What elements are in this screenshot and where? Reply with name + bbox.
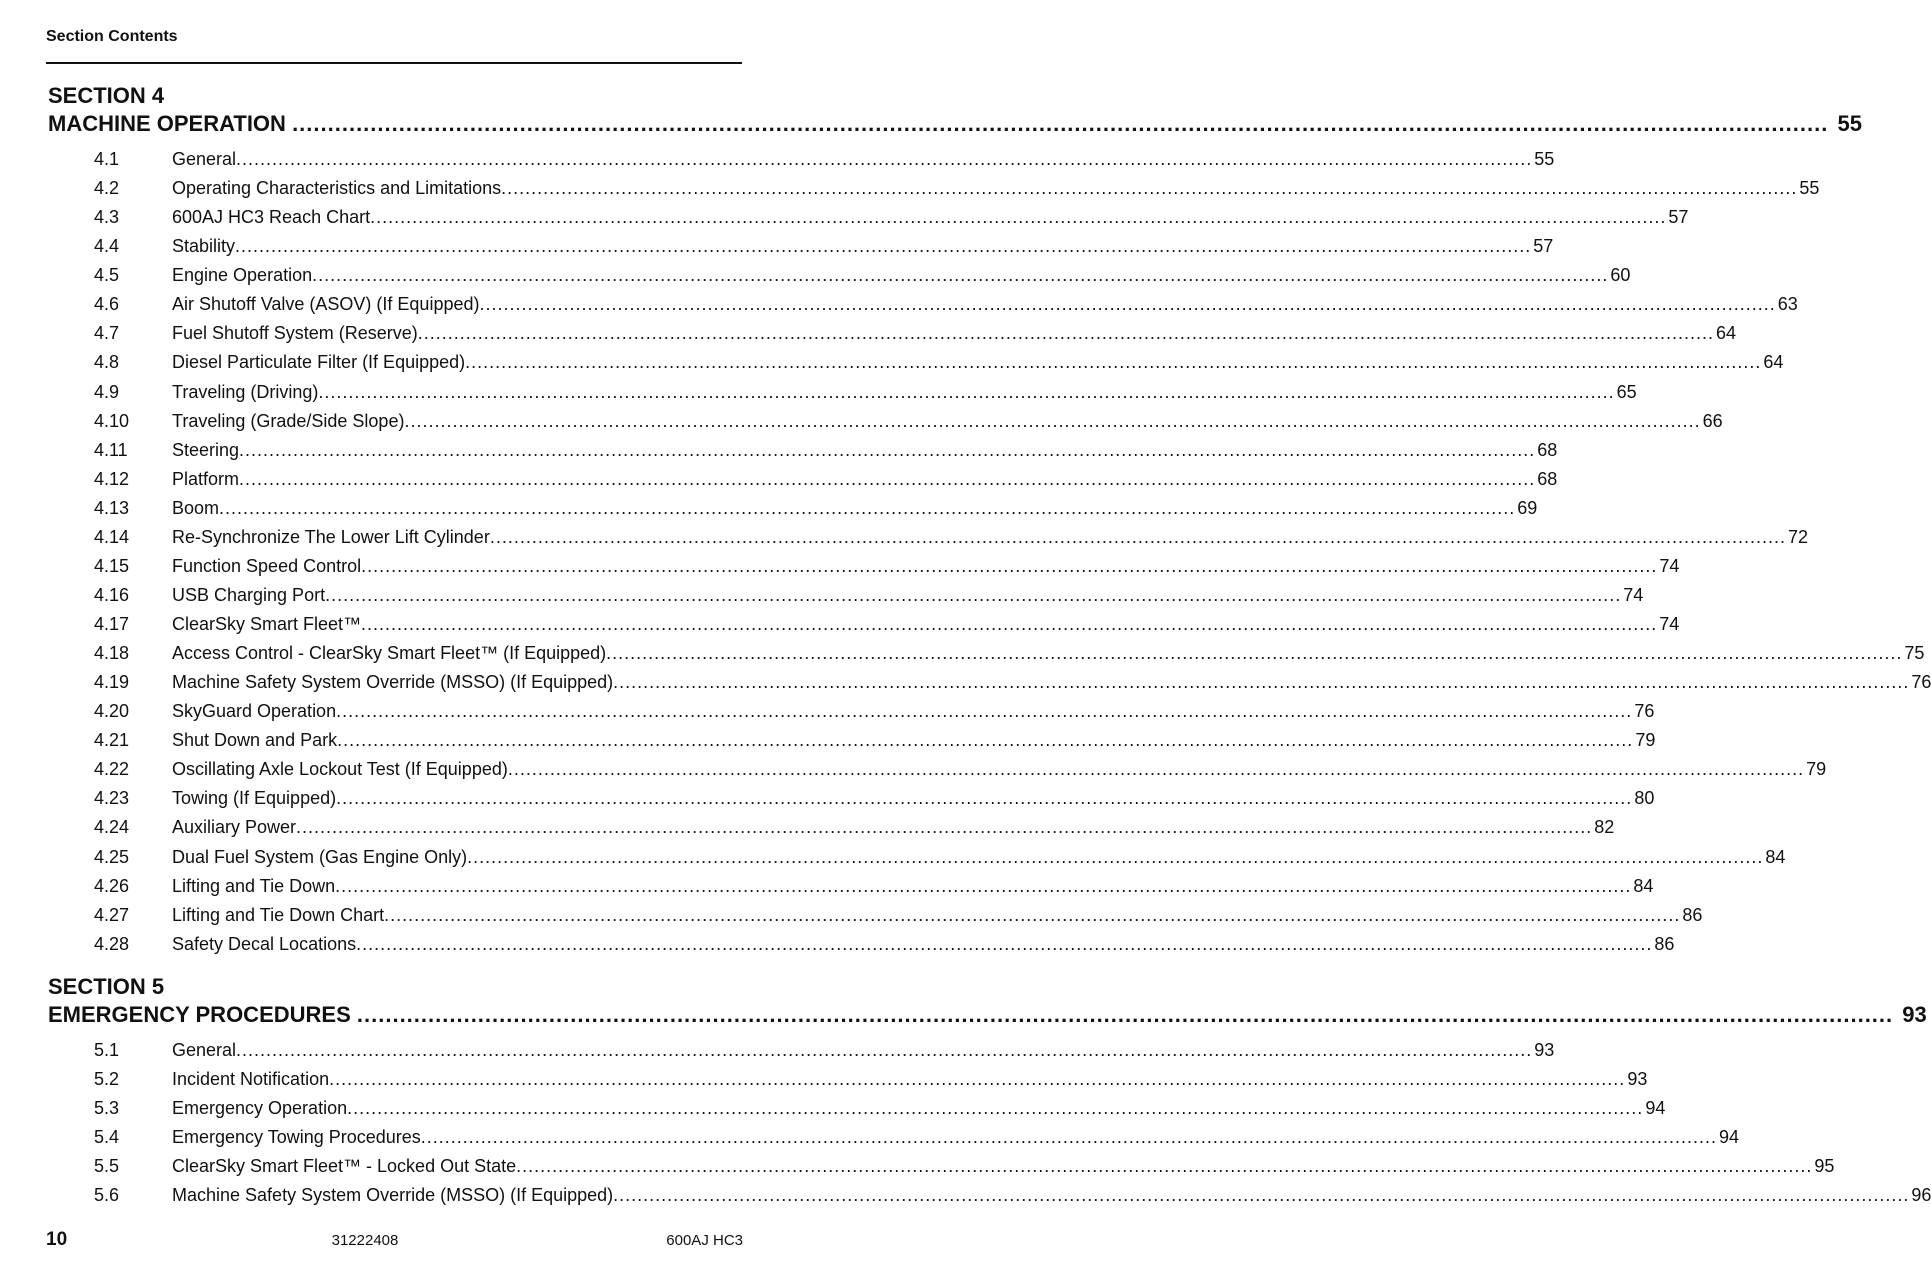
dot-leader — [356, 930, 1652, 959]
toc-entry[interactable] — [94, 813, 1615, 842]
toc-entry[interactable] — [94, 174, 1820, 203]
toc-entry[interactable] — [94, 901, 1703, 930]
toc-entry-number: 4.17 — [94, 614, 130, 634]
toc-entry-number: 4.3 — [94, 207, 120, 228]
section-title: MACHINE OPERATION — [48, 111, 286, 136]
toc-entry-number: 4.1 — [94, 149, 120, 169]
toc-entry-title: USB Charging Port — [172, 584, 326, 605]
dot-leader — [329, 1065, 1625, 1094]
toc-entry-title: Safety Decal Locations — [172, 933, 357, 954]
toc-entry-title: Traveling (Grade/Side Slope) — [172, 410, 405, 431]
dot-leader — [508, 755, 1804, 784]
toc-entry[interactable] — [94, 755, 1827, 784]
toc-entry-page-number: 74 — [1623, 584, 1644, 605]
dot-leader — [479, 290, 1775, 319]
toc-entry-title: Function Speed Control — [172, 555, 362, 576]
toc-entry-number: 5.1 — [94, 1040, 120, 1060]
toc-entry-page-number: 95 — [1814, 1156, 1835, 1177]
toc-entry-page-number: 72 — [1788, 526, 1809, 547]
toc-entry[interactable] — [94, 436, 1558, 465]
dot-leader — [490, 523, 1786, 552]
dot-leader — [361, 552, 1657, 581]
dot-leader — [467, 843, 1763, 872]
section-label: SECTION 4 — [48, 83, 165, 108]
toc-entry-number: 4.27 — [94, 904, 130, 925]
dot-leader — [236, 145, 1532, 174]
dot-leader — [318, 378, 1614, 407]
toc-entry[interactable] — [94, 1152, 1835, 1181]
toc-entry-number: 4.8 — [94, 352, 120, 373]
toc-entry-page-number: 79 — [1635, 730, 1656, 751]
toc-entry-number: 5.3 — [94, 1098, 120, 1119]
toc-entry-number: 4.15 — [94, 555, 130, 576]
toc-entry-number: 4.11 — [94, 439, 128, 460]
toc-entry-title: Incident Notification — [172, 1069, 330, 1090]
dot-leader — [501, 174, 1797, 203]
toc-entry[interactable] — [94, 348, 1784, 377]
toc-entry[interactable] — [94, 523, 1809, 552]
toc-entry[interactable] — [94, 290, 1798, 319]
toc-entry-number: 4.2 — [94, 178, 120, 199]
toc-entry-title: Traveling (Driving) — [172, 381, 319, 402]
toc-entry-title: Lifting and Tie Down Chart — [172, 904, 385, 925]
dot-leader — [239, 465, 1535, 494]
section-4-toc-list — [94, 145, 1931, 959]
toc-entry-title: Air Shutoff Valve (ASOV) (If Equipped) — [172, 294, 480, 315]
toc-entry[interactable] — [94, 378, 1637, 407]
dot-leader — [613, 1181, 1909, 1210]
toc-entry[interactable] — [94, 203, 1689, 232]
toc-entry-number: 4.5 — [94, 265, 120, 286]
toc-entry-number: 4.20 — [94, 701, 130, 722]
toc-entry-title: Fuel Shutoff System (Reserve) — [172, 323, 418, 344]
footer-model-name: 600AJ HC3 — [666, 1232, 743, 1249]
toc-entry-page-number: 94 — [1645, 1098, 1666, 1119]
toc-entry-number: 4.28 — [94, 933, 130, 954]
dot-leader — [219, 494, 1515, 523]
dot-leader — [404, 407, 1700, 436]
toc-entry-title: 600AJ HC3 Reach Chart — [172, 207, 371, 228]
dot-leader — [236, 1036, 1532, 1065]
toc-entry[interactable] — [94, 726, 1656, 755]
toc-entry-number: 4.6 — [94, 294, 120, 315]
toc-entry-title: Operating Characteristics and Limitations — [172, 178, 502, 199]
toc-entry-number: 4.19 — [94, 672, 130, 693]
toc-entry-page-number: 69 — [1517, 497, 1538, 518]
section-5-heading — [48, 973, 1927, 1029]
toc-entry[interactable] — [94, 930, 1675, 959]
toc-entry[interactable] — [94, 668, 1931, 697]
toc-entry-title: Platform — [172, 468, 240, 489]
dot-leader — [239, 436, 1535, 465]
dot-leader — [418, 319, 1714, 348]
toc-entry-number: 4.18 — [94, 643, 130, 664]
toc-entry-title: SkyGuard Operation — [172, 701, 337, 722]
toc-entry-title: Engine Operation — [172, 265, 313, 286]
toc-entry-page-number: 64 — [1763, 352, 1784, 373]
dot-leader — [465, 348, 1761, 377]
section-page-number: 93 — [1902, 1002, 1927, 1027]
footer-document-number: 31222408 — [331, 1232, 399, 1249]
toc-entry-page-number: 74 — [1659, 555, 1680, 576]
dot-leader — [516, 1152, 1812, 1181]
toc-entry[interactable] — [94, 145, 1555, 174]
toc-entry-page-number: 80 — [1634, 788, 1655, 809]
toc-entry[interactable] — [94, 843, 1786, 872]
toc-entry-page-number: 76 — [1634, 701, 1655, 722]
toc-entry[interactable] — [94, 494, 1538, 523]
toc-entry[interactable] — [94, 407, 1723, 436]
dot-leader — [292, 111, 1828, 136]
toc-entry-title: Shut Down and Park — [172, 730, 338, 751]
toc-entry[interactable] — [94, 261, 1631, 290]
toc-entry-number: 4.16 — [94, 584, 130, 605]
toc-entry-title: General — [172, 149, 237, 169]
dot-leader — [336, 697, 1632, 726]
header-divider — [46, 62, 742, 64]
toc-entry[interactable] — [94, 872, 1654, 901]
toc-entry-page-number: 63 — [1777, 294, 1798, 315]
footer-page-number: 10 — [46, 1229, 68, 1250]
dot-leader — [613, 668, 1909, 697]
toc-entry[interactable] — [94, 232, 1554, 261]
toc-entry-title: ClearSky Smart Fleet™ — [172, 614, 362, 634]
toc-entry[interactable] — [94, 639, 1925, 668]
dot-leader — [337, 726, 1633, 755]
toc-entry-title: Lifting and Tie Down — [172, 875, 336, 896]
toc-entry-number: 4.9 — [94, 381, 120, 402]
toc-entry-title: Stability — [172, 236, 236, 257]
section-label: SECTION 5 — [48, 974, 165, 999]
toc-entry[interactable] — [94, 1065, 1648, 1094]
toc-entry-number: 4.26 — [94, 875, 130, 896]
toc-entry-title: ClearSky Smart Fleet™ - Locked Out State — [172, 1156, 517, 1177]
dot-leader — [296, 813, 1592, 842]
toc-entry-title: Auxiliary Power — [172, 817, 297, 838]
toc-entry-title: Machine Safety System Override (MSSO) (If Equipped) — [172, 672, 614, 693]
toc-entry-number: 5.6 — [94, 1185, 120, 1206]
toc-entry-number: 5.4 — [94, 1127, 120, 1148]
toc-entry-number: 4.4 — [94, 236, 120, 257]
toc-entry-page-number: 86 — [1682, 904, 1703, 925]
dot-leader — [421, 1123, 1717, 1152]
section-page-number: 55 — [1837, 111, 1862, 136]
toc-entry-page-number: 55 — [1534, 149, 1555, 169]
toc-entry-title: Emergency Towing Procedures — [172, 1127, 421, 1148]
toc-entry-page-number: 93 — [1534, 1040, 1555, 1060]
toc-entry[interactable] — [94, 1036, 1555, 1065]
toc-entry[interactable] — [94, 1123, 1740, 1152]
dot-leader — [347, 1094, 1643, 1123]
dot-leader — [336, 784, 1632, 813]
toc-entry-number: 4.12 — [94, 468, 130, 489]
toc-entry[interactable] — [94, 784, 1655, 813]
toc-entry-number: 4.22 — [94, 759, 130, 780]
toc-entry-page-number: 66 — [1702, 410, 1723, 431]
toc-entry-page-number: 84 — [1765, 846, 1786, 867]
toc-entry[interactable] — [94, 552, 1680, 581]
toc-entry[interactable] — [94, 1181, 1931, 1210]
toc-entry-title: Oscillating Axle Lockout Test (If Equipped) — [172, 759, 508, 780]
toc-entry-number: 5.5 — [94, 1156, 120, 1177]
toc-entry-title: Boom — [172, 497, 220, 518]
toc-entry-page-number: 65 — [1616, 381, 1637, 402]
dot-leader — [235, 232, 1531, 261]
toc-entry-number: 4.25 — [94, 846, 130, 867]
running-header: Section Contents — [46, 28, 178, 45]
dot-leader — [606, 639, 1902, 668]
toc-entry-page-number: 75 — [1904, 643, 1925, 664]
toc-entry-number: 4.23 — [94, 788, 130, 809]
toc-entry-page-number: 94 — [1719, 1127, 1740, 1148]
toc-entry-title: Machine Safety System Override (MSSO) (If Equipped) — [172, 1185, 614, 1206]
dot-leader — [357, 1002, 1893, 1027]
toc-entry-title: Re-Synchronize The Lower Lift Cylinder — [172, 526, 490, 547]
toc-entry-number: 4.14 — [94, 526, 130, 547]
toc-entry-page-number: 84 — [1633, 875, 1654, 896]
dot-leader — [384, 901, 1680, 930]
dot-leader — [370, 203, 1666, 232]
dot-leader — [361, 610, 1657, 639]
dot-leader — [335, 872, 1631, 901]
toc-entry[interactable] — [94, 581, 1644, 610]
toc-entry-page-number: 76 — [1911, 672, 1931, 693]
toc-entry-page-number: 93 — [1627, 1069, 1648, 1090]
toc-entry-number: 5.2 — [94, 1069, 120, 1090]
toc-entry-page-number: 86 — [1654, 933, 1675, 954]
toc-entry-title: Diesel Particulate Filter (If Equipped) — [172, 352, 466, 373]
toc-entry-page-number: 74 — [1659, 614, 1680, 634]
toc-entry[interactable] — [94, 465, 1558, 494]
toc-entry-title: Emergency Operation — [172, 1098, 348, 1119]
toc-entry-title: Dual Fuel System (Gas Engine Only) — [172, 846, 468, 867]
toc-entry-page-number: 64 — [1715, 323, 1737, 344]
toc-entry-page-number: 68 — [1537, 468, 1558, 489]
toc-entry[interactable] — [94, 697, 1655, 726]
toc-entry-number: 4.13 — [94, 497, 130, 518]
toc-entry-page-number: 68 — [1537, 439, 1558, 460]
section-5-toc-list — [94, 1036, 1931, 1210]
toc-entry-number: 4.24 — [94, 817, 130, 838]
dot-leader — [325, 581, 1621, 610]
toc-entry-page-number: 96 — [1911, 1185, 1931, 1206]
toc-entry-title: Access Control - ClearSky Smart Fleet™ (If Equipped) — [172, 643, 607, 664]
section-4-heading — [48, 82, 1862, 138]
toc-entry-title: General — [172, 1040, 237, 1060]
toc-entry-title: Steering — [172, 439, 240, 460]
dot-leader — [312, 261, 1608, 290]
toc-entry-title: Towing (If Equipped) — [172, 788, 337, 809]
toc-entry-number: 4.7 — [94, 323, 120, 344]
section-title-entry[interactable] — [48, 1001, 1927, 1029]
toc-entry[interactable] — [94, 1094, 1666, 1123]
toc-entry-page-number: 55 — [1799, 178, 1820, 199]
toc-entry-page-number: 82 — [1594, 817, 1615, 838]
toc-entry[interactable] — [94, 319, 1737, 348]
toc-entry-page-number: 57 — [1668, 207, 1689, 228]
toc-entry[interactable] — [94, 610, 1680, 639]
section-title-entry[interactable] — [48, 110, 1862, 138]
toc-entry-number: 4.10 — [94, 410, 130, 431]
toc-entry-page-number: 79 — [1806, 759, 1827, 780]
toc-entry-number: 4.21 — [94, 730, 130, 751]
toc-entry-page-number: 60 — [1610, 265, 1631, 286]
toc-entry-page-number: 57 — [1533, 236, 1554, 257]
section-title: EMERGENCY PROCEDURES — [48, 1002, 351, 1027]
